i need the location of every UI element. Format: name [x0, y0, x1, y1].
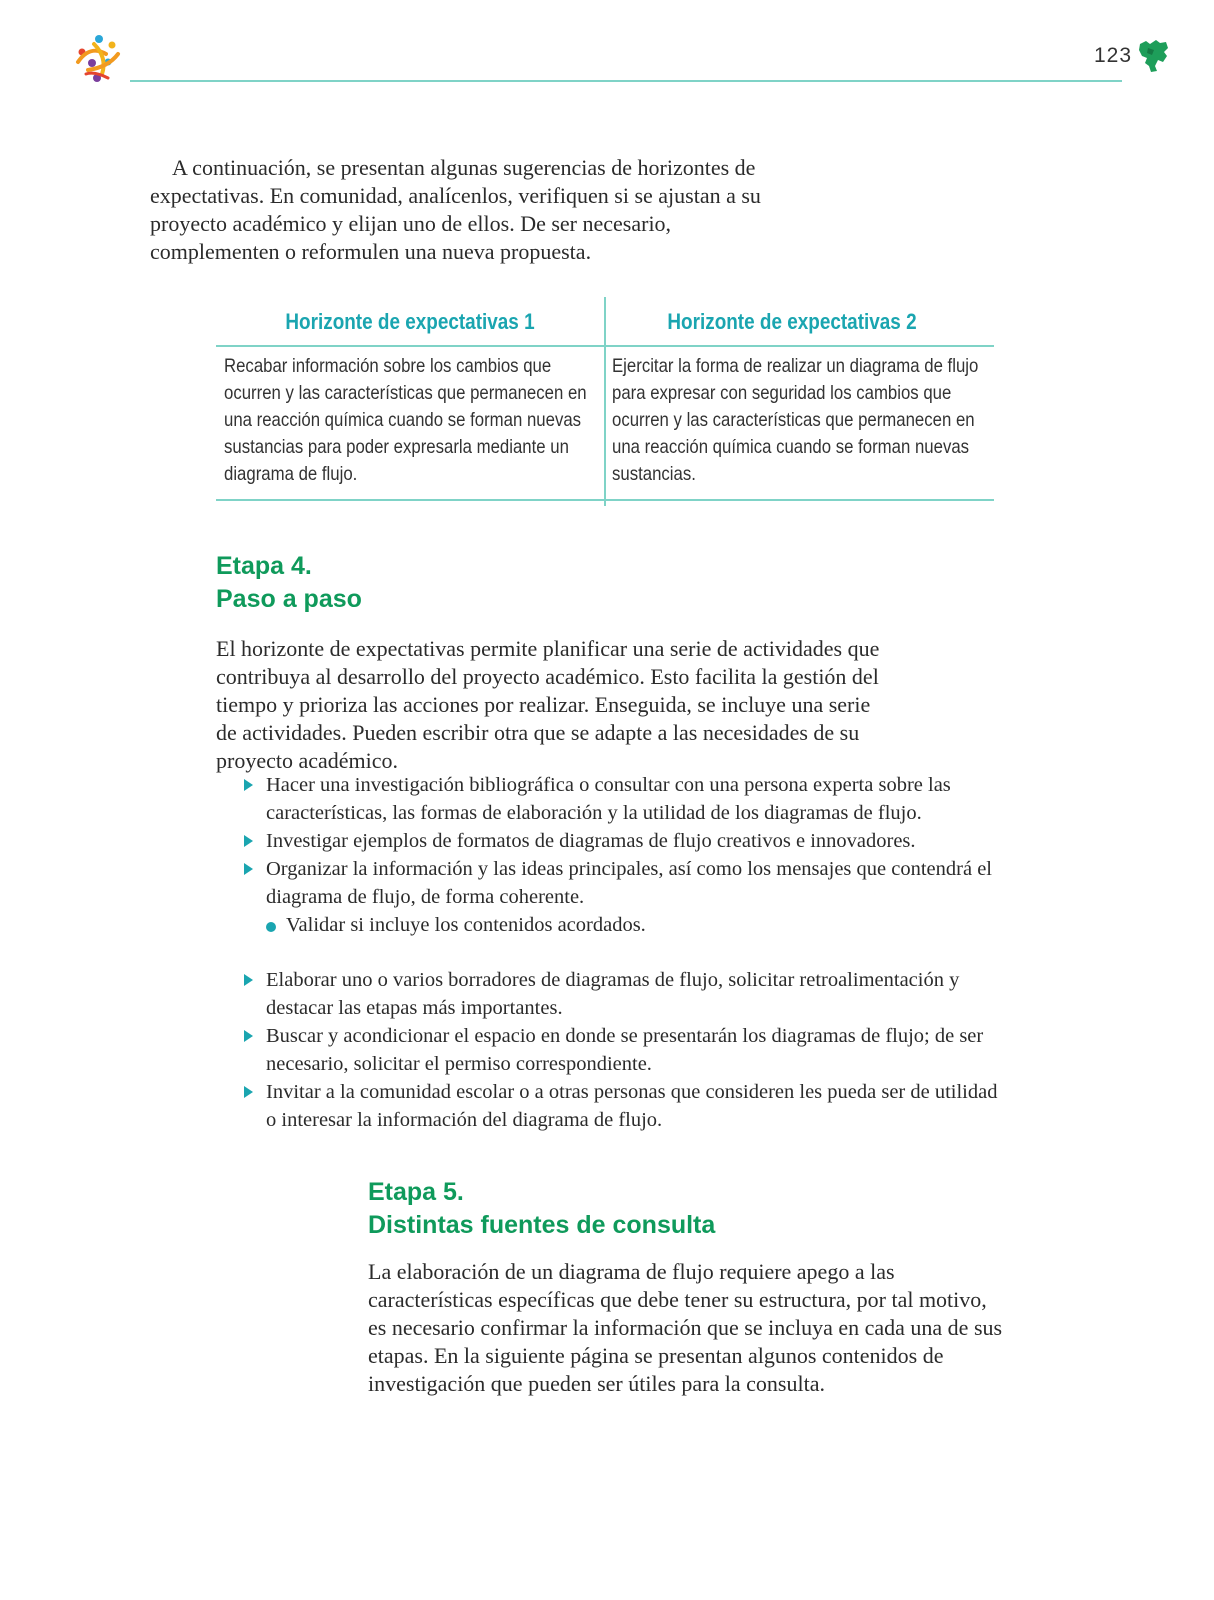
list-item — [266, 827, 1006, 855]
list-item — [266, 966, 1006, 1022]
list-item — [266, 855, 1006, 911]
triangle-bullet-icon — [244, 1030, 253, 1042]
page-number: 123 — [1094, 44, 1133, 67]
triangle-bullet-icon — [244, 863, 253, 875]
list-item-text: Buscar y acondicionar el espacio en donde se presentarán los diagramas de flujo; de ser necesario, solicitar el permiso correspondiente. — [266, 1025, 984, 1075]
table-header-rule — [216, 345, 994, 347]
stage-4-paragraph: El horizonte de expectativas permite planificar una serie de actividades que contribuya al desarrollo del proyecto académico. Esto facilita la gestión del tiempo y prioriza las acciones por realizar. Enseguida, se incluye una serie de actividades. Pueden escribir otra que se adapte a las necesidades de su proyecto académico. — [216, 636, 880, 773]
stage-5-title: Etapa 5. — [368, 1178, 464, 1206]
region-map-icon — [1136, 38, 1170, 74]
table-cell-1: Recabar información sobre los cambios que ocurren y las características que permanecen en una reacción química cuando se forman nuevas sustancias para poder expresarla mediante un diagrama de flujo. — [224, 355, 587, 485]
stage-4-heading — [216, 550, 362, 616]
list-item-text: Elaborar uno o varios borradores de diagramas de flujo, solicitar retroalimentación y destacar las etapas más importantes. — [266, 969, 960, 1019]
list-item — [266, 1078, 1006, 1134]
list-item — [266, 1022, 1006, 1078]
list-item — [266, 771, 1006, 827]
stage-5-paragraph: La elaboración de un diagrama de flujo requiere apego a las características específicas que debe tener su estructura, por tal motivo, es necesario confirmar la información que se incluya en cada una de sus etapas. En la siguiente página se presentan algunos contenidos de investigación que pueden ser útiles para la consulta. — [368, 1259, 1003, 1396]
expectations-table — [216, 297, 994, 507]
triangle-bullet-icon — [244, 779, 253, 791]
stage-4-subtitle: Paso a paso — [216, 585, 362, 613]
stage-5-heading — [368, 1176, 715, 1242]
sub-list-item-text: Validar si incluye los contenidos acordados. — [286, 914, 646, 936]
list-item-text: Investigar ejemplos de formatos de diagramas de flujo creativos e innovadores. — [266, 830, 916, 852]
community-logo-icon — [72, 32, 126, 86]
activity-list-continued — [266, 966, 1006, 1134]
stage-5-subtitle: Distintas fuentes de consulta — [368, 1211, 716, 1239]
list-item-text: Organizar la información y las ideas principales, así como los mensajes que contendrá el diagrama de flujo, de forma coherente. — [266, 858, 992, 908]
triangle-bullet-icon — [244, 1086, 253, 1098]
table-header-2: Horizonte de expectativas 2 — [667, 309, 917, 334]
table-bottom-rule — [216, 499, 994, 501]
table-cell-2: Ejercitar la forma de realizar un diagrama de flujo para expresar con seguridad los cambios que ocurren y las características que permanecen en una reacción química cuando se forman nuevas sustancias. — [612, 355, 979, 485]
table-header-1: Horizonte de expectativas 1 — [285, 309, 535, 334]
triangle-bullet-icon — [244, 835, 253, 847]
header-rule — [130, 80, 1122, 82]
list-item-text: Invitar a la comunidad escolar o a otras personas que consideren les pueda ser de utilidad o interesar la información del diagrama de flujo. — [266, 1081, 998, 1131]
dot-bullet-icon — [266, 922, 276, 932]
activity-list — [266, 771, 1006, 939]
triangle-bullet-icon — [244, 974, 253, 986]
sub-list-item — [266, 911, 1006, 939]
intro-paragraph: A continuación, se presentan algunas sugerencias de horizontes de expectativas. En comunidad, analícenlos, verifiquen si se ajustan a su proyecto académico y elijan uno de ellos. De ser necesario, complementen o reformulen una nueva propuesta. — [150, 155, 761, 264]
list-item-text: Hacer una investigación bibliográfica o consultar con una persona experta sobre las características, las formas de elaboración y la utilidad de los diagramas de flujo. — [266, 774, 951, 824]
stage-4-title: Etapa 4. — [216, 552, 312, 580]
table-column-divider — [604, 297, 606, 506]
